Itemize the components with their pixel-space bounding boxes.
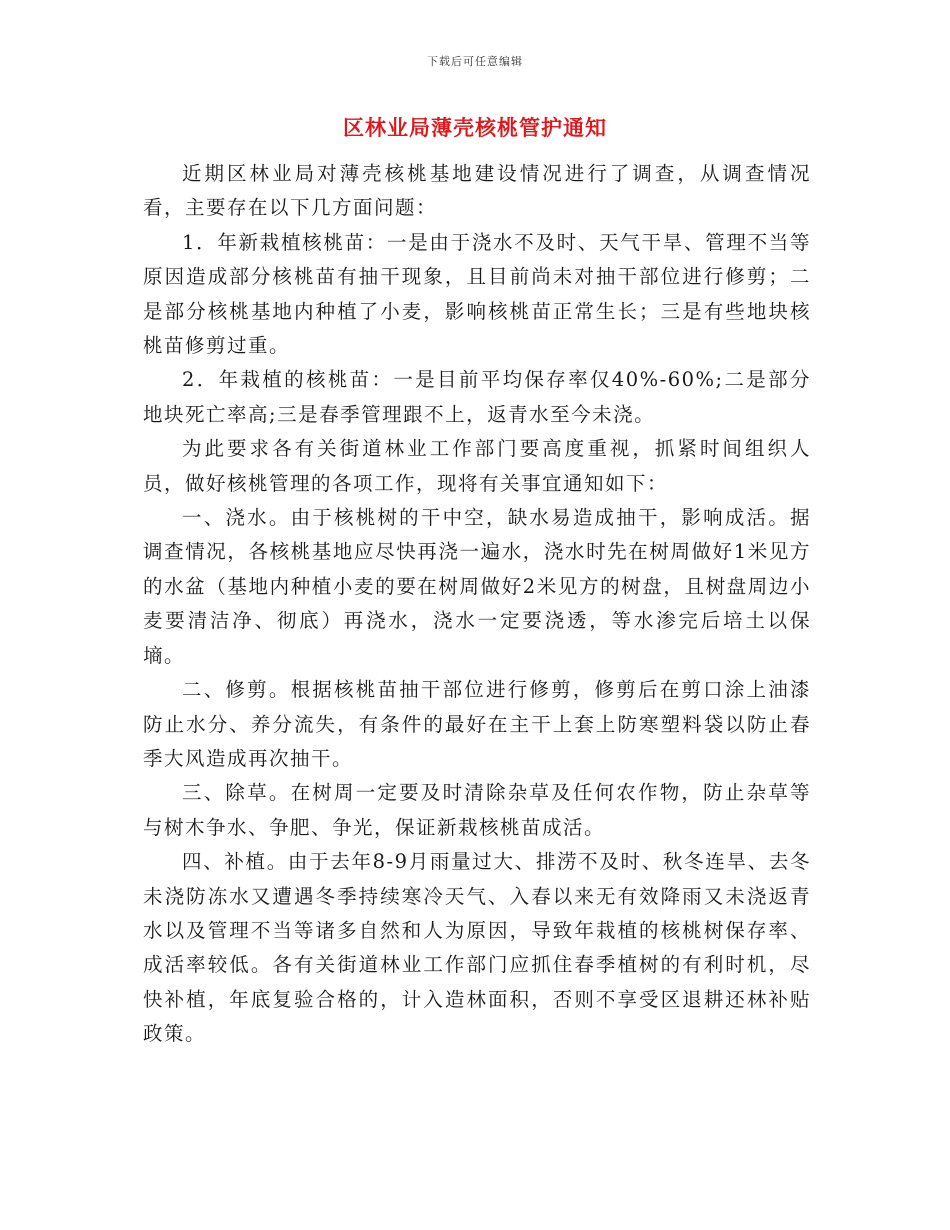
- document-body: [143, 157, 811, 1052]
- paragraph-watering: 一、浇水。由于核桃树的干中空，缺水易造成抽干，影响成活。据调查情况，各核桃基地应尽快再浇一遍水，浇水时先在树周做好1米见方的水盆（基地内种植小麦的要在树周做好2米见方的树盘，且树盘周边小麦要清洁净、彻底）再浇水，浇水一定要浇透，等水渗完后培土以保墒。: [143, 506, 811, 667]
- paragraph-weeding: 三、除草。在树周一定要及时清除杂草及任何农作物，防止杂草等与树木争水、争肥、争光，保证新栽核桃苗成活。: [143, 781, 811, 839]
- paragraph-issue-1: 1．年新栽植核桃苗：一是由于浇水不及时、天气干旱、管理不当等原因造成部分核桃苗有抽干现象，且目前尚未对抽干部位进行修剪；二是部分核桃基地内种植了小麦，影响核桃苗正常生长；三是有些地块核桃苗修剪过重。: [143, 230, 811, 358]
- paragraph-intro: 近期区林业局对薄壳核桃基地建设情况进行了调查，从调查情况看，主要存在以下几方面问题：: [143, 162, 811, 220]
- header-note: 下载后可任意编辑: [427, 55, 523, 68]
- paragraph-issue-2: 2．年栽植的核桃苗：一是目前平均保存率仅40%-60%;二是部分地块死亡率高;三是春季管理跟不上，返青水至今未浇。: [143, 368, 811, 426]
- paragraph-replanting: 四、补植。由于去年8-9月雨量过大、排涝不及时、秋冬连旱、去冬未浇防冻水又遭遇冬季持续寒冷天气、入春以来无有效降雨又未浇返青水以及管理不当等诸多自然和人为原因，导致年栽植的核桃树保存率、成活率较低。各有关街道林业工作部门应抓住春季植树的有利时机，尽快补植，年底复验合格的，计入造林面积，否则不享受区退耕还林补贴政策。: [143, 850, 811, 1046]
- document-title: 区林业局薄壳核桃管护通知: [343, 116, 607, 140]
- paragraph-requirement: 为此要求各有关街道林业工作部门要高度重视，抓紧时间组织人员，做好核桃管理的各项工作，现将有关事宜通知如下：: [143, 437, 811, 495]
- paragraph-pruning: 二、修剪。根据核桃苗抽干部位进行修剪，修剪后在剪口涂上油漆防止水分、养分流失，有条件的最好在主干上套上防寒塑料袋以防止春季大风造成再次抽干。: [143, 678, 811, 770]
